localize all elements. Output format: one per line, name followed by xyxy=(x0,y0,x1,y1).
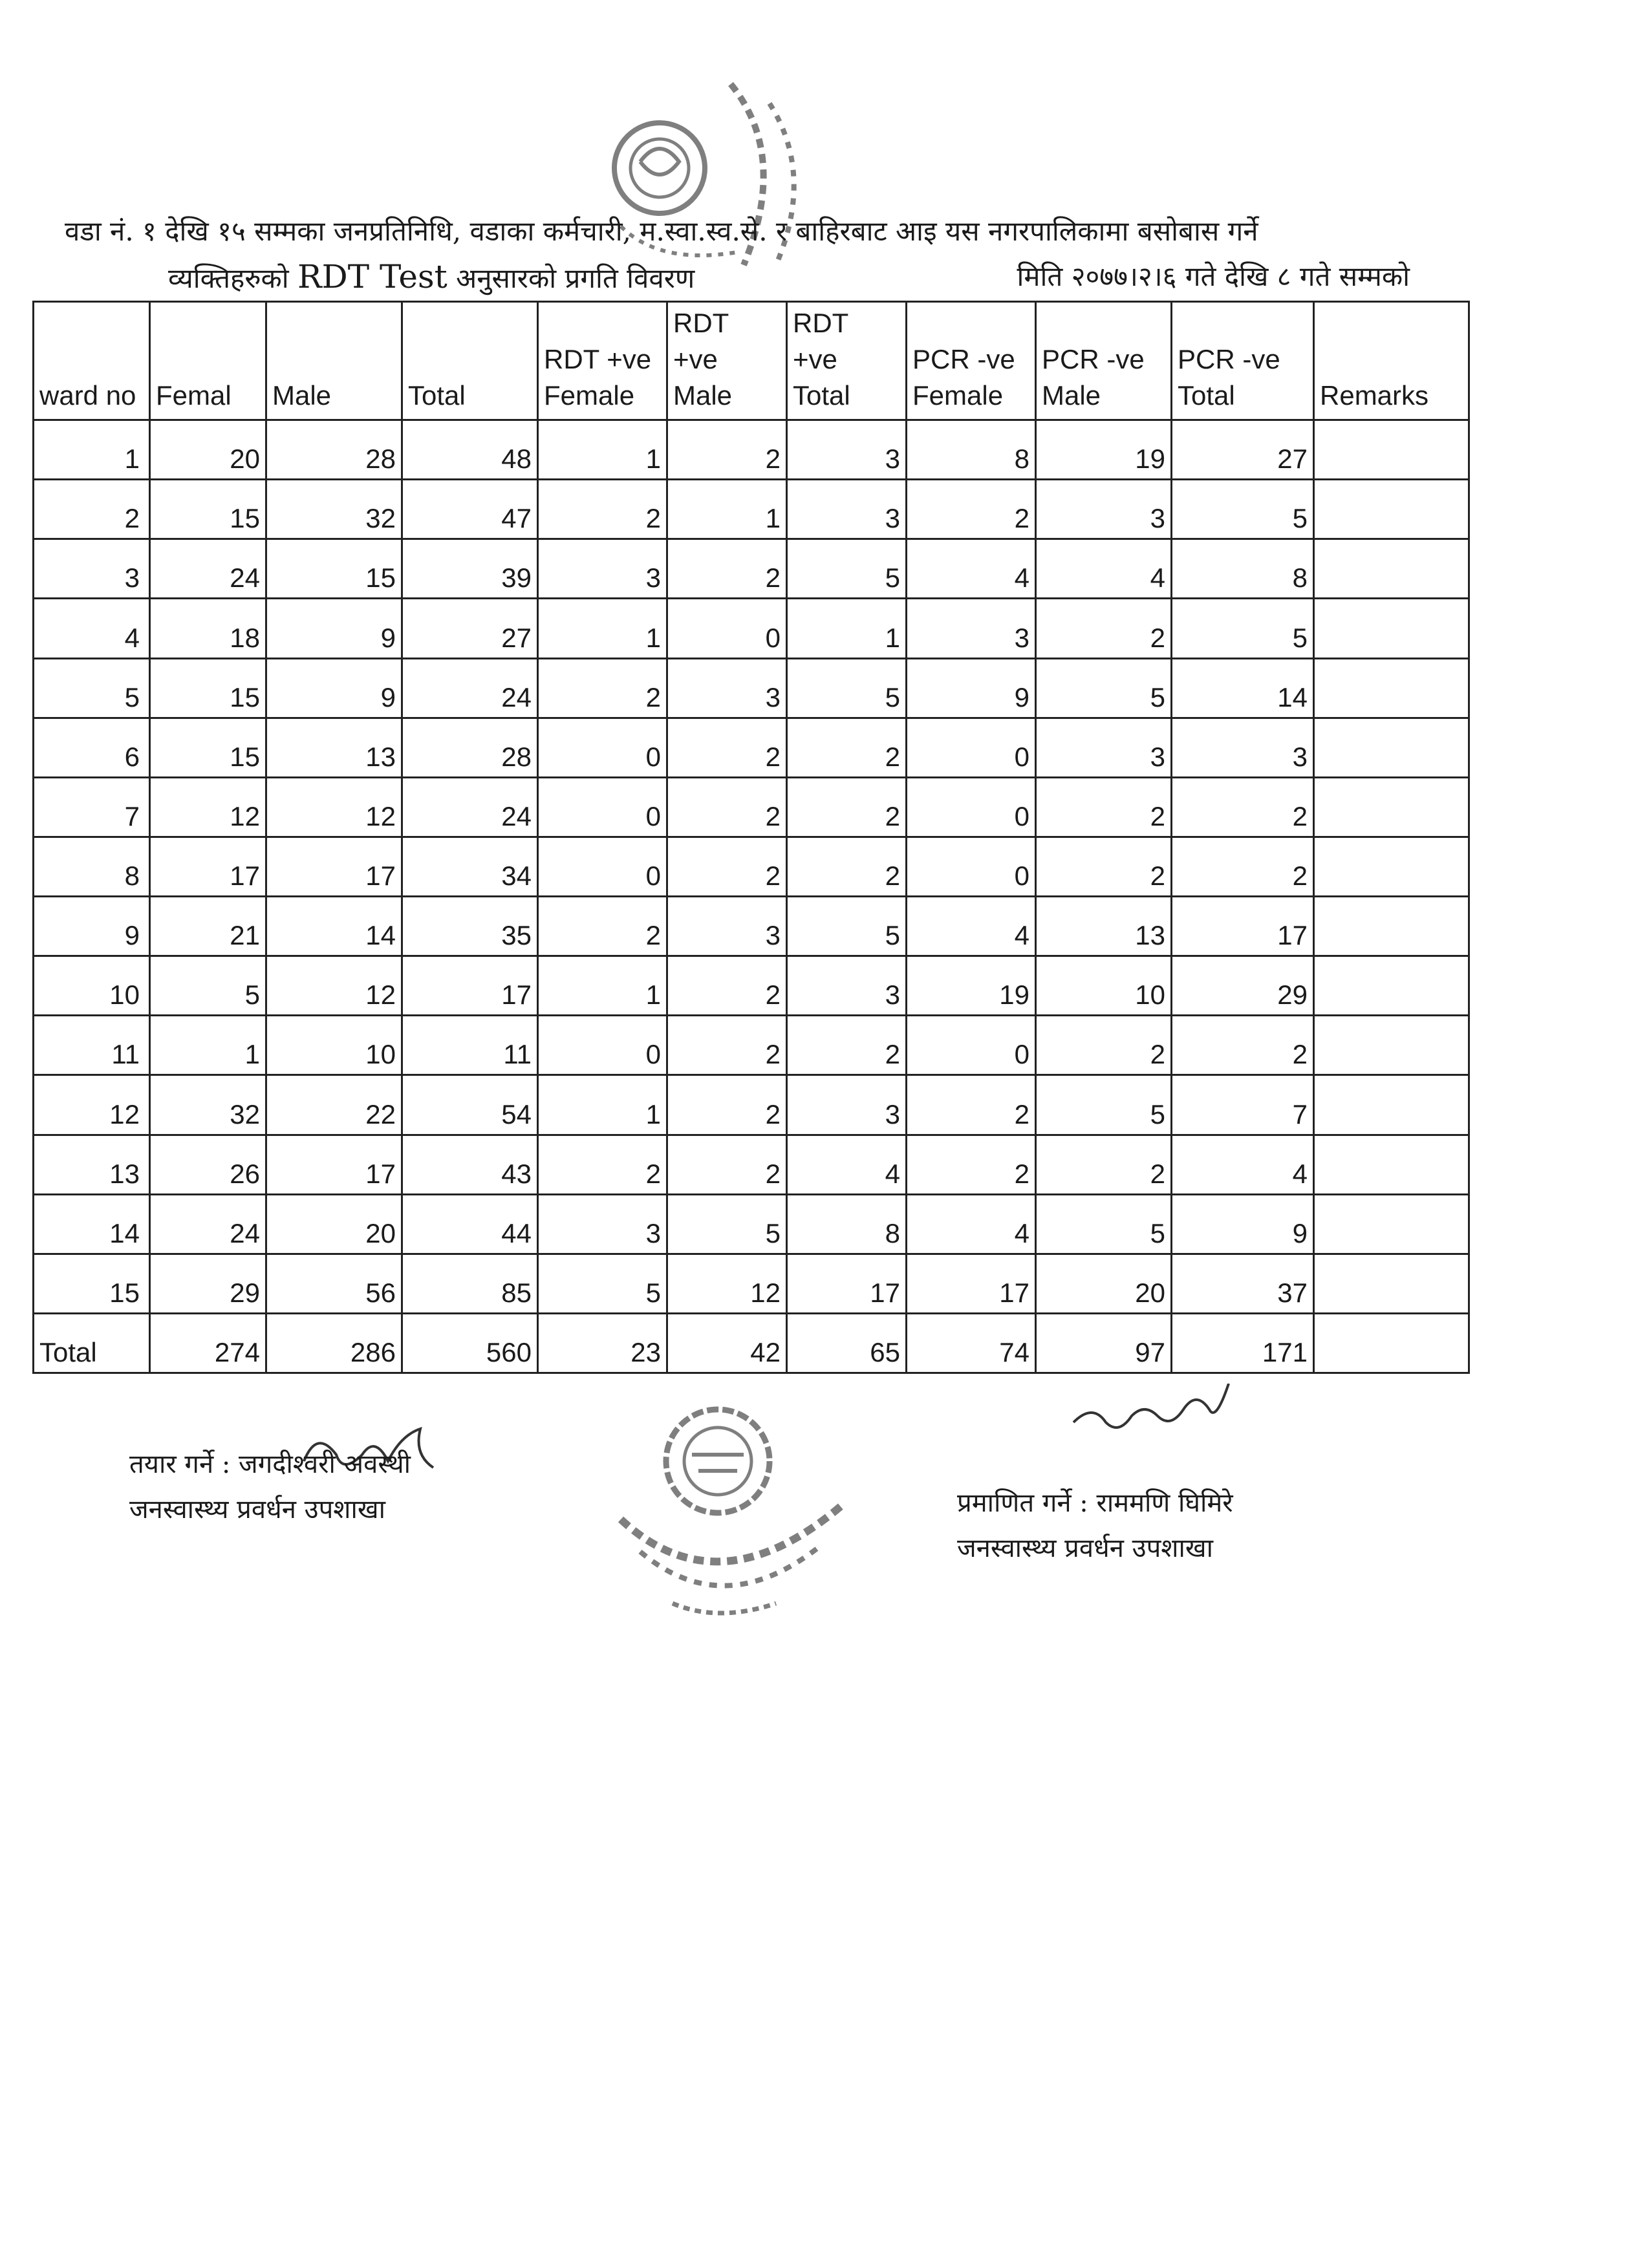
table-cell: 274 xyxy=(150,1313,266,1373)
ward-no-cell: 3 xyxy=(34,539,150,599)
table-cell: 2 xyxy=(787,837,907,896)
header-ward-no: ward no xyxy=(34,302,150,420)
table-cell: 8 xyxy=(907,420,1036,480)
prepared-by-block xyxy=(129,1442,411,1532)
table-cell xyxy=(1314,897,1469,956)
table-cell: 1 xyxy=(538,599,667,658)
table-cell: 20 xyxy=(1036,1254,1172,1313)
table-cell: 2 xyxy=(667,539,787,599)
table-row xyxy=(34,539,1469,599)
table-cell xyxy=(1314,1194,1469,1254)
table-cell: 2 xyxy=(667,1075,787,1135)
ward-no-cell: 14 xyxy=(34,1194,150,1254)
ward-no-cell: 1 xyxy=(34,420,150,480)
table-cell: 3 xyxy=(538,1194,667,1254)
table-cell: 15 xyxy=(150,718,266,777)
table-cell: 10 xyxy=(1036,956,1172,1016)
table-cell: 35 xyxy=(402,897,538,956)
ward-no-cell: 12 xyxy=(34,1075,150,1135)
table-cell: 34 xyxy=(402,837,538,896)
table-cell: 29 xyxy=(150,1254,266,1313)
table-cell: 2 xyxy=(667,1016,787,1075)
prepared-by-unit: जनस्वास्थ्य प्रवर्धन उपशाखा xyxy=(129,1495,385,1524)
table-cell: 29 xyxy=(1172,956,1314,1016)
certified-by-signature xyxy=(1061,1384,1255,1448)
table-cell: 4 xyxy=(1172,1135,1314,1194)
table-cell: 32 xyxy=(266,480,402,539)
table-row xyxy=(34,420,1469,480)
bottom-office-stamp xyxy=(601,1390,873,1649)
table-cell: 97 xyxy=(1036,1313,1172,1373)
table-cell: 17 xyxy=(266,837,402,896)
table-cell xyxy=(1314,480,1469,539)
table-cell: 0 xyxy=(907,837,1036,896)
heading-prefix: व्यक्तिहरुको xyxy=(168,262,289,294)
table-cell: 5 xyxy=(150,956,266,1016)
table-cell: 2 xyxy=(1172,777,1314,837)
rdt-report-table xyxy=(32,301,1470,1374)
ward-no-cell: 6 xyxy=(34,718,150,777)
total-label-cell: Total xyxy=(34,1313,150,1373)
table-cell: 8 xyxy=(787,1194,907,1254)
certified-by-unit: जनस्वास्थ्य प्रवर्धन उपशाखा xyxy=(957,1534,1213,1563)
table-cell: 1 xyxy=(667,480,787,539)
table-cell: 2 xyxy=(1036,599,1172,658)
table-cell xyxy=(1314,599,1469,658)
table-cell: 15 xyxy=(150,658,266,718)
table-cell: 14 xyxy=(266,897,402,956)
header-rdt-female: RDT +ve Female xyxy=(538,302,667,420)
table-cell: 3 xyxy=(667,658,787,718)
table-cell: 2 xyxy=(667,1135,787,1194)
table-row xyxy=(34,897,1469,956)
table-cell: 21 xyxy=(150,897,266,956)
table-cell: 2 xyxy=(667,420,787,480)
ward-no-cell: 9 xyxy=(34,897,150,956)
table-cell: 0 xyxy=(538,777,667,837)
table-cell: 54 xyxy=(402,1075,538,1135)
table-cell: 24 xyxy=(150,539,266,599)
ward-no-cell: 2 xyxy=(34,480,150,539)
table-cell: 4 xyxy=(907,897,1036,956)
table-cell: 10 xyxy=(266,1016,402,1075)
table-cell xyxy=(1314,1016,1469,1075)
table-cell: 27 xyxy=(1172,420,1314,480)
table-cell: 2 xyxy=(787,1016,907,1075)
ward-no-cell: 5 xyxy=(34,658,150,718)
certified-by-block xyxy=(957,1481,1233,1571)
table-cell: 37 xyxy=(1172,1254,1314,1313)
table-cell: 3 xyxy=(787,420,907,480)
table-cell: 23 xyxy=(538,1313,667,1373)
table-cell: 3 xyxy=(787,956,907,1016)
heading-rdt: RDT Test xyxy=(297,258,447,295)
table-cell: 17 xyxy=(402,956,538,1016)
heading-suffix: अनुसारको प्रगति विवरण xyxy=(456,262,695,294)
table-cell: 5 xyxy=(1036,1194,1172,1254)
table-cell: 2 xyxy=(538,897,667,956)
table-cell: 17 xyxy=(266,1135,402,1194)
table-cell: 5 xyxy=(1036,658,1172,718)
heading-date: मिति २०७७।२।६ गते देखि ८ गते सम्मको xyxy=(1017,261,1410,292)
table-cell xyxy=(1314,539,1469,599)
table-row xyxy=(34,1194,1469,1254)
table-cell: 0 xyxy=(667,599,787,658)
table-cell: 9 xyxy=(266,599,402,658)
ward-no-cell: 8 xyxy=(34,837,150,896)
table-cell: 3 xyxy=(1036,718,1172,777)
table-cell: 5 xyxy=(538,1254,667,1313)
table-cell: 5 xyxy=(1036,1075,1172,1135)
table-cell: 2 xyxy=(538,658,667,718)
table-cell: 2 xyxy=(1036,777,1172,837)
table-cell: 4 xyxy=(907,539,1036,599)
table-cell xyxy=(1314,1135,1469,1194)
table-cell: 2 xyxy=(907,1075,1036,1135)
certified-by-name: प्रमाणित गर्ने : राममणि घिमिरे xyxy=(957,1488,1233,1518)
table-cell: 171 xyxy=(1172,1313,1314,1373)
table-cell: 1 xyxy=(538,956,667,1016)
table-cell: 2 xyxy=(538,480,667,539)
table-cell: 14 xyxy=(1172,658,1314,718)
heading-line-1: वडा नं. १ देखि १५ सम्मका जनप्रतिनिधि, वडाका कर्मचारी, म.स्वा.स्व.से. र बाहिरबाट आइ यस नगरपालिकामा बसोबास गर्ने xyxy=(65,215,1258,247)
table-cell: 0 xyxy=(538,718,667,777)
header-female: Femal xyxy=(150,302,266,420)
table-cell: 3 xyxy=(1036,480,1172,539)
table-cell: 3 xyxy=(667,897,787,956)
table-cell: 1 xyxy=(538,420,667,480)
table-cell: 12 xyxy=(266,777,402,837)
table-cell: 26 xyxy=(150,1135,266,1194)
table-cell: 5 xyxy=(667,1194,787,1254)
table-cell: 17 xyxy=(787,1254,907,1313)
table-cell xyxy=(1314,718,1469,777)
header-pcr-female: PCR -ve Female xyxy=(907,302,1036,420)
table-cell: 5 xyxy=(787,658,907,718)
table-cell: 0 xyxy=(907,777,1036,837)
ward-no-cell: 11 xyxy=(34,1016,150,1075)
ward-no-cell: 7 xyxy=(34,777,150,837)
table-row xyxy=(34,718,1469,777)
header-rdt-male: RDT +ve Male xyxy=(667,302,787,420)
ward-no-cell: 15 xyxy=(34,1254,150,1313)
table-cell: 2 xyxy=(1172,1016,1314,1075)
table-cell: 2 xyxy=(667,777,787,837)
table-cell: 1 xyxy=(787,599,907,658)
table-cell: 2 xyxy=(667,837,787,896)
table-cell: 2 xyxy=(1036,1016,1172,1075)
header-male: Male xyxy=(266,302,402,420)
table-cell xyxy=(1314,956,1469,1016)
table-cell: 2 xyxy=(667,956,787,1016)
table-cell: 24 xyxy=(402,658,538,718)
table-cell: 12 xyxy=(150,777,266,837)
header-pcr-male: PCR -ve Male xyxy=(1036,302,1172,420)
header-rdt-total: RDT +ve Total xyxy=(787,302,907,420)
ward-no-cell: 13 xyxy=(34,1135,150,1194)
table-cell: 0 xyxy=(538,1016,667,1075)
table-cell: 4 xyxy=(787,1135,907,1194)
table-cell: 13 xyxy=(266,718,402,777)
table-cell: 85 xyxy=(402,1254,538,1313)
table-cell: 39 xyxy=(402,539,538,599)
table-cell: 12 xyxy=(667,1254,787,1313)
table-cell: 20 xyxy=(266,1194,402,1254)
table-cell: 5 xyxy=(1172,480,1314,539)
table-cell: 5 xyxy=(787,539,907,599)
table-cell: 2 xyxy=(1036,837,1172,896)
table-row xyxy=(34,480,1469,539)
table-body xyxy=(34,420,1469,1373)
table-cell: 17 xyxy=(907,1254,1036,1313)
table-cell: 28 xyxy=(402,718,538,777)
table-header-row xyxy=(34,302,1469,420)
table-cell: 7 xyxy=(1172,1075,1314,1135)
table-cell: 22 xyxy=(266,1075,402,1135)
table-cell: 8 xyxy=(1172,539,1314,599)
table-total-row xyxy=(34,1313,1469,1373)
table-cell: 56 xyxy=(266,1254,402,1313)
table-cell xyxy=(1314,777,1469,837)
ward-no-cell: 10 xyxy=(34,956,150,1016)
table-row xyxy=(34,599,1469,658)
table-cell: 32 xyxy=(150,1075,266,1135)
table-cell xyxy=(1314,1254,1469,1313)
table-cell: 19 xyxy=(907,956,1036,1016)
table-cell: 11 xyxy=(402,1016,538,1075)
table-cell: 27 xyxy=(402,599,538,658)
table-cell: 47 xyxy=(402,480,538,539)
table-row xyxy=(34,658,1469,718)
table-cell: 19 xyxy=(1036,420,1172,480)
table-cell: 65 xyxy=(787,1313,907,1373)
header-remarks: Remarks xyxy=(1314,302,1469,420)
table-cell: 24 xyxy=(402,777,538,837)
table-cell: 12 xyxy=(266,956,402,1016)
table-cell: 2 xyxy=(787,718,907,777)
table-cell: 9 xyxy=(266,658,402,718)
table-cell: 2 xyxy=(787,777,907,837)
table-cell: 44 xyxy=(402,1194,538,1254)
table-cell: 3 xyxy=(787,480,907,539)
prepared-by-name: तयार गर्ने : जगदीश्वरी अवस्थी xyxy=(129,1450,411,1479)
table-cell: 286 xyxy=(266,1313,402,1373)
table-cell: 2 xyxy=(1036,1135,1172,1194)
table-cell xyxy=(1314,1313,1469,1373)
table-cell: 0 xyxy=(538,837,667,896)
table-cell: 0 xyxy=(907,1016,1036,1075)
table-row xyxy=(34,1016,1469,1075)
table-cell: 2 xyxy=(907,480,1036,539)
heading-subject xyxy=(168,259,695,297)
header-total: Total xyxy=(402,302,538,420)
table-cell: 28 xyxy=(266,420,402,480)
table-cell: 74 xyxy=(907,1313,1036,1373)
table-cell: 48 xyxy=(402,420,538,480)
header-pcr-total: PCR -ve Total xyxy=(1172,302,1314,420)
table-cell: 42 xyxy=(667,1313,787,1373)
table-row xyxy=(34,1075,1469,1135)
table-cell: 3 xyxy=(907,599,1036,658)
table-cell: 20 xyxy=(150,420,266,480)
table-cell: 5 xyxy=(787,897,907,956)
table-cell: 2 xyxy=(538,1135,667,1194)
table-cell xyxy=(1314,837,1469,896)
table-cell: 15 xyxy=(266,539,402,599)
table-row xyxy=(34,777,1469,837)
table-cell xyxy=(1314,420,1469,480)
table-cell: 17 xyxy=(150,837,266,896)
table-cell: 15 xyxy=(150,480,266,539)
table-cell: 2 xyxy=(907,1135,1036,1194)
table-cell: 4 xyxy=(1036,539,1172,599)
table-cell: 0 xyxy=(907,718,1036,777)
ward-no-cell: 4 xyxy=(34,599,150,658)
table-cell: 560 xyxy=(402,1313,538,1373)
table-cell xyxy=(1314,1075,1469,1135)
table-cell: 13 xyxy=(1036,897,1172,956)
table-cell: 4 xyxy=(907,1194,1036,1254)
table-cell: 18 xyxy=(150,599,266,658)
table-cell: 3 xyxy=(787,1075,907,1135)
heading-line-2 xyxy=(65,259,1520,297)
table-row xyxy=(34,1254,1469,1313)
table-cell: 1 xyxy=(150,1016,266,1075)
report-heading xyxy=(65,213,1520,297)
table-cell: 5 xyxy=(1172,599,1314,658)
table-cell: 3 xyxy=(1172,718,1314,777)
table-cell: 9 xyxy=(1172,1194,1314,1254)
table-cell xyxy=(1314,658,1469,718)
table-cell: 24 xyxy=(150,1194,266,1254)
table-cell: 43 xyxy=(402,1135,538,1194)
table-cell: 9 xyxy=(907,658,1036,718)
table-row xyxy=(34,956,1469,1016)
table-cell: 17 xyxy=(1172,897,1314,956)
table-cell: 3 xyxy=(538,539,667,599)
table-cell: 1 xyxy=(538,1075,667,1135)
table-cell: 2 xyxy=(1172,837,1314,896)
table-row xyxy=(34,837,1469,896)
table-row xyxy=(34,1135,1469,1194)
table-cell: 2 xyxy=(667,718,787,777)
